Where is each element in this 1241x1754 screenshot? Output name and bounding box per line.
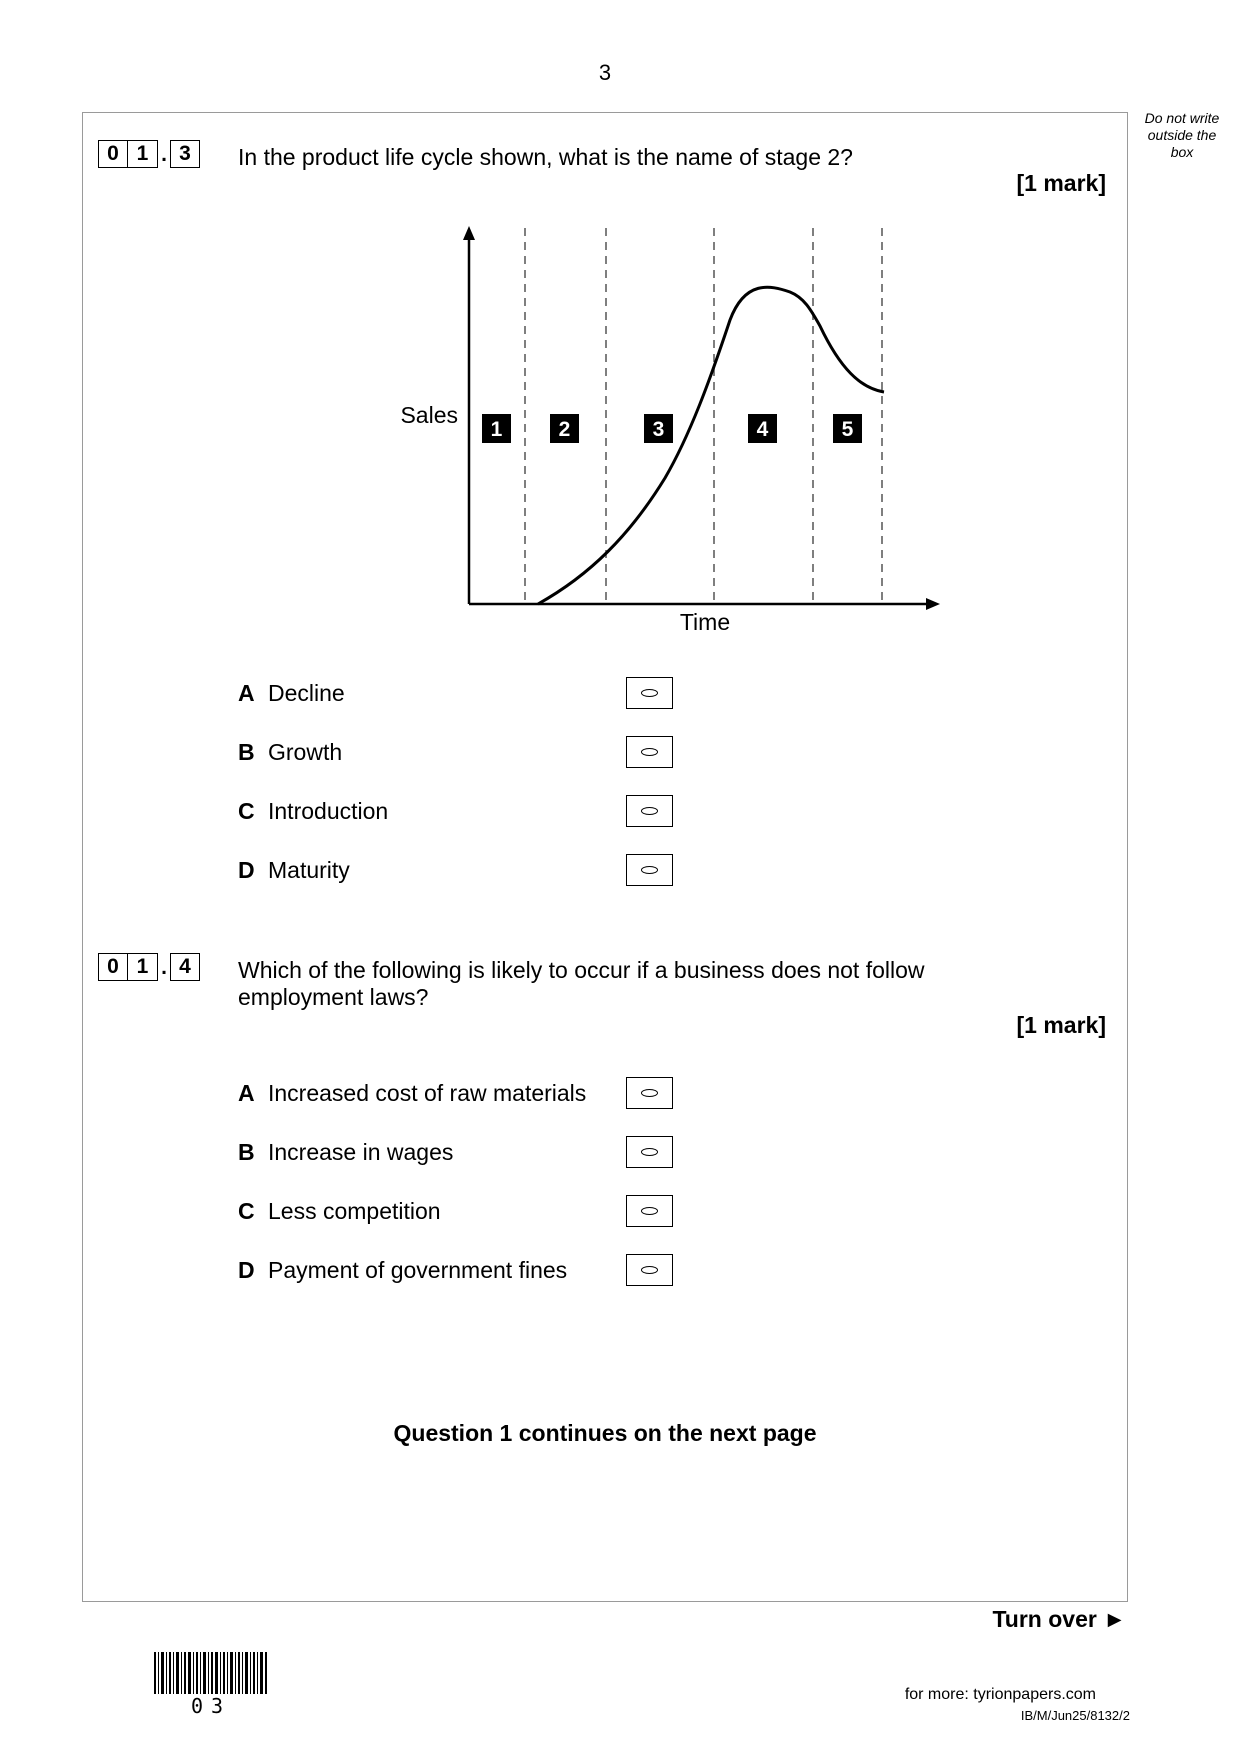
question-text-01-3: In the product life cycle shown, what is the name of stage 2?	[238, 144, 853, 170]
option-text: Growth	[268, 738, 343, 765]
option-text: Increased cost of raw materials	[268, 1079, 587, 1106]
stage-label-5: 5	[841, 418, 854, 441]
stage-label-1: 1	[490, 418, 503, 441]
margin-note-line: Do not write	[1144, 110, 1220, 126]
lozenge-icon	[641, 866, 658, 874]
option-letter: B	[238, 1138, 255, 1165]
lozenge-icon	[641, 748, 658, 756]
question-text-01-4	[238, 957, 925, 1011]
question-number-digit: 0	[98, 140, 128, 168]
footer-website: for more: tyrionpapers.com	[904, 1686, 1096, 1703]
y-axis-arrow	[463, 226, 475, 240]
option-01-4-b	[238, 1135, 453, 1169]
margin-note-line: box	[1170, 144, 1194, 160]
answer-box-01-4-b[interactable]	[626, 1136, 673, 1168]
answer-box-01-3-a[interactable]	[626, 677, 673, 709]
option-letter: C	[238, 797, 255, 824]
stage-label-4: 4	[756, 418, 769, 441]
option-letter: A	[238, 679, 255, 706]
option-01-3-a	[238, 676, 345, 710]
option-text: Introduction	[268, 797, 389, 824]
question-number-digit: 3	[170, 140, 200, 168]
x-axis-label: Time	[679, 609, 731, 635]
question-number-dot: .	[161, 956, 167, 979]
option-letter: B	[238, 738, 255, 765]
lozenge-icon	[641, 1089, 658, 1097]
marks-01-4: [1 mark]	[1016, 1012, 1106, 1038]
option-01-4-a	[238, 1076, 586, 1110]
option-01-4-c	[238, 1194, 441, 1228]
product-life-cycle-diagram	[0, 0, 1241, 700]
option-letter: A	[238, 1079, 255, 1106]
option-01-3-b	[238, 735, 342, 769]
question-number-digit: 4	[170, 953, 200, 981]
continues-note: Question 1 continues on the next page	[393, 1420, 817, 1446]
answer-box-01-4-c[interactable]	[626, 1195, 673, 1227]
question-number-dot: .	[161, 143, 167, 166]
stage-label-2: 2	[558, 418, 571, 441]
option-text: Less competition	[268, 1197, 441, 1224]
stage-labels	[482, 414, 862, 443]
margin-note-line: outside the	[1147, 127, 1217, 143]
option-text: Maturity	[268, 856, 350, 883]
answer-box-01-3-c[interactable]	[626, 795, 673, 827]
question-text-line: Which of the following is likely to occur if a business does not follow	[238, 957, 925, 983]
option-text: Increase in wages	[268, 1138, 454, 1165]
turn-over-label: Turn over ►	[992, 1606, 1126, 1632]
option-01-4-d	[238, 1253, 567, 1287]
question-number-digit: 1	[128, 953, 158, 981]
lozenge-icon	[641, 689, 658, 697]
x-axis-arrow	[926, 598, 940, 610]
lozenge-icon	[641, 1266, 658, 1274]
option-text: Payment of government fines	[268, 1256, 568, 1283]
answer-box-01-4-a[interactable]	[626, 1077, 673, 1109]
answer-box-01-3-d[interactable]	[626, 854, 673, 886]
answer-box-01-3-b[interactable]	[626, 736, 673, 768]
question-number-digit: 1	[128, 140, 158, 168]
page-number: 3	[598, 60, 612, 85]
y-axis-label: Sales	[400, 402, 458, 428]
question-number-digit: 0	[98, 953, 128, 981]
option-letter: D	[238, 1256, 255, 1283]
option-letter: C	[238, 1197, 255, 1224]
stage-label-3: 3	[652, 418, 665, 441]
marks-01-3: [1 mark]	[1016, 170, 1106, 196]
answer-box-01-4-d[interactable]	[626, 1254, 673, 1286]
option-01-3-d	[238, 853, 350, 887]
barcode-icon	[154, 1652, 268, 1694]
sales-curve	[538, 287, 884, 604]
question-number-01-4	[98, 951, 200, 981]
barcode-number: 03	[190, 1694, 232, 1718]
option-01-3-c	[238, 794, 388, 828]
option-letter: D	[238, 856, 255, 883]
lozenge-icon	[641, 1148, 658, 1156]
lozenge-icon	[641, 1207, 658, 1215]
footer-reference: IB/M/Jun25/8132/2	[1020, 1708, 1130, 1723]
lozenge-icon	[641, 807, 658, 815]
option-text: Decline	[268, 679, 345, 706]
question-text-line: employment laws?	[238, 984, 429, 1010]
